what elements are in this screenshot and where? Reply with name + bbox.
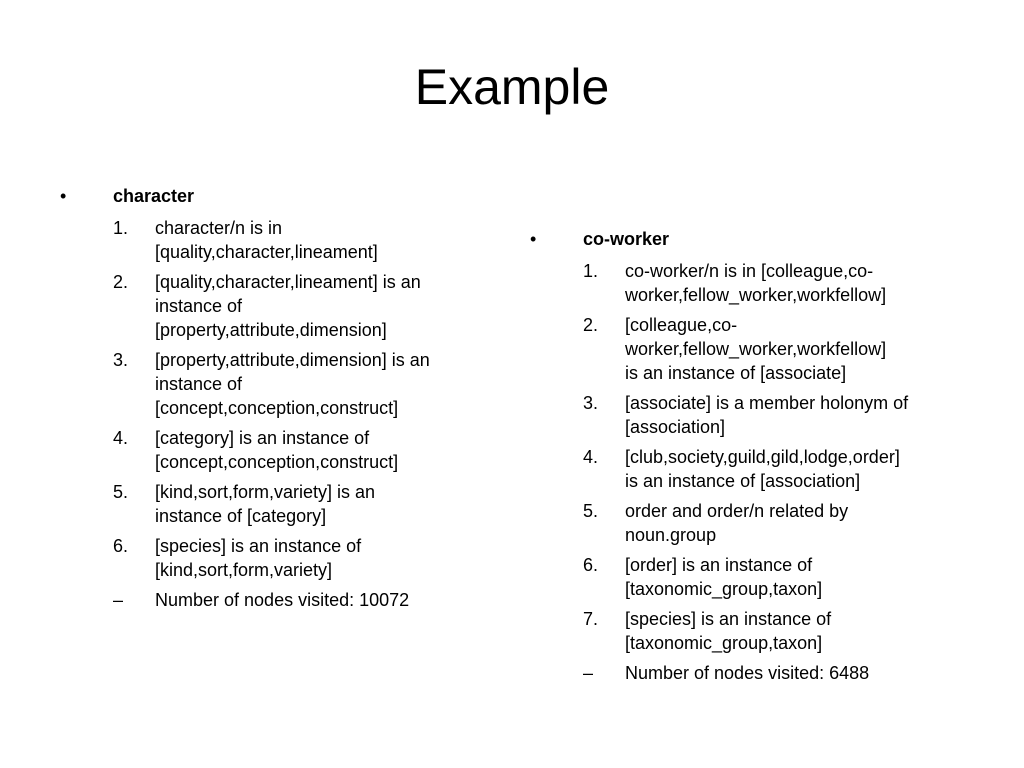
left-list-item: [60, 588, 500, 612]
left-list-item: [60, 534, 500, 582]
right-list-item: [530, 259, 970, 307]
right-items: [530, 259, 970, 685]
right-heading: co-worker: [583, 229, 670, 249]
right-list-item: [530, 607, 970, 655]
list-item-text: [155, 216, 500, 264]
list-item-line: [property,attribute,dimension]: [155, 320, 387, 340]
list-item-text: [625, 607, 970, 655]
left-bullet-row: [60, 184, 500, 210]
right-list-item: [530, 391, 970, 439]
list-item-line: [club,society,guild,gild,lodge,order]: [625, 447, 900, 467]
left-items: [60, 216, 500, 612]
list-item-line: Number of nodes visited: 6488: [625, 663, 870, 683]
list-item-line: is an instance of [associate]: [625, 363, 847, 383]
list-item-line: [kind,sort,form,variety]: [155, 560, 333, 580]
list-item-line: instance of [category]: [155, 506, 327, 526]
list-item-line: is an instance of [association]: [625, 471, 861, 491]
right-column: [530, 227, 970, 685]
right-list-item: [530, 661, 970, 685]
list-marker: 2.: [113, 272, 129, 292]
list-item-line: [species] is an instance of: [155, 536, 362, 556]
list-item-line: [species] is an instance of: [625, 609, 832, 629]
list-marker: 6.: [583, 555, 599, 575]
list-item-line: [quality,character,lineament] is an: [155, 272, 421, 292]
list-item-line: order and order/n related by: [625, 501, 849, 521]
list-item-text: [625, 445, 970, 493]
slide-title: Example: [414, 59, 610, 115]
bullet-icon: •: [60, 186, 67, 206]
right-list-item: [530, 553, 970, 601]
list-item-line: [concept,conception,construct]: [155, 398, 399, 418]
list-marker: 2.: [583, 315, 599, 335]
list-item-text: [155, 588, 500, 612]
list-item-line: [association]: [625, 417, 726, 437]
list-marker: –: [583, 663, 594, 683]
right-list-item: [530, 499, 970, 547]
bullet-icon: •: [530, 229, 537, 249]
list-item-line: worker,fellow_worker,workfellow]: [625, 285, 887, 305]
list-marker: 3.: [583, 393, 599, 413]
right-list-item: [530, 313, 970, 385]
list-item-line: [category] is an instance of: [155, 428, 370, 448]
right-list-item: [530, 445, 970, 493]
list-item-line: [taxonomic_group,taxon]: [625, 579, 823, 599]
list-item-line: [colleague,co-: [625, 315, 738, 335]
list-item-line: instance of: [155, 374, 243, 394]
list-item-line: instance of: [155, 296, 243, 316]
list-marker: 4.: [113, 428, 129, 448]
list-item-line: [property,attribute,dimension] is an: [155, 350, 430, 370]
left-list-item: [60, 480, 500, 528]
list-item-line: Number of nodes visited: 10072: [155, 590, 410, 610]
list-item-line: [taxonomic_group,taxon]: [625, 633, 823, 653]
list-item-line: worker,fellow_worker,workfellow]: [625, 339, 887, 359]
list-item-text: [625, 391, 970, 439]
list-marker: 3.: [113, 350, 129, 370]
list-marker: 5.: [113, 482, 129, 502]
list-item-line: [concept,conception,construct]: [155, 452, 399, 472]
list-marker: 7.: [583, 609, 599, 629]
list-item-text: [625, 499, 970, 547]
list-item-text: [155, 426, 500, 474]
list-item-text: [155, 348, 500, 420]
list-marker: 1.: [113, 218, 129, 238]
left-column: [60, 184, 500, 612]
list-marker: 5.: [583, 501, 599, 521]
list-item-text: [155, 270, 500, 342]
list-marker: 6.: [113, 536, 129, 556]
list-marker: 1.: [583, 261, 599, 281]
list-item-text: [625, 259, 970, 307]
list-item-text: [625, 661, 970, 685]
list-item-line: co-worker/n is in [colleague,co-: [625, 261, 874, 281]
list-item-line: [quality,character,lineament]: [155, 242, 378, 262]
list-item-text: [155, 534, 500, 582]
list-item-text: [625, 313, 970, 385]
list-item-line: noun.group: [625, 525, 717, 545]
list-item-line: character/n is in: [155, 218, 283, 238]
list-item-text: [155, 480, 500, 528]
right-bullet-row: [530, 227, 970, 253]
left-list-item: [60, 348, 500, 420]
list-item-line: [associate] is a member holonym of: [625, 393, 909, 413]
left-list-item: [60, 270, 500, 342]
list-item-line: [order] is an instance of: [625, 555, 813, 575]
left-heading: character: [113, 186, 195, 206]
list-item-text: [625, 553, 970, 601]
left-list-item: [60, 426, 500, 474]
list-marker: –: [113, 590, 124, 610]
list-marker: 4.: [583, 447, 599, 467]
left-list-item: [60, 216, 500, 264]
list-item-line: [kind,sort,form,variety] is an: [155, 482, 376, 502]
